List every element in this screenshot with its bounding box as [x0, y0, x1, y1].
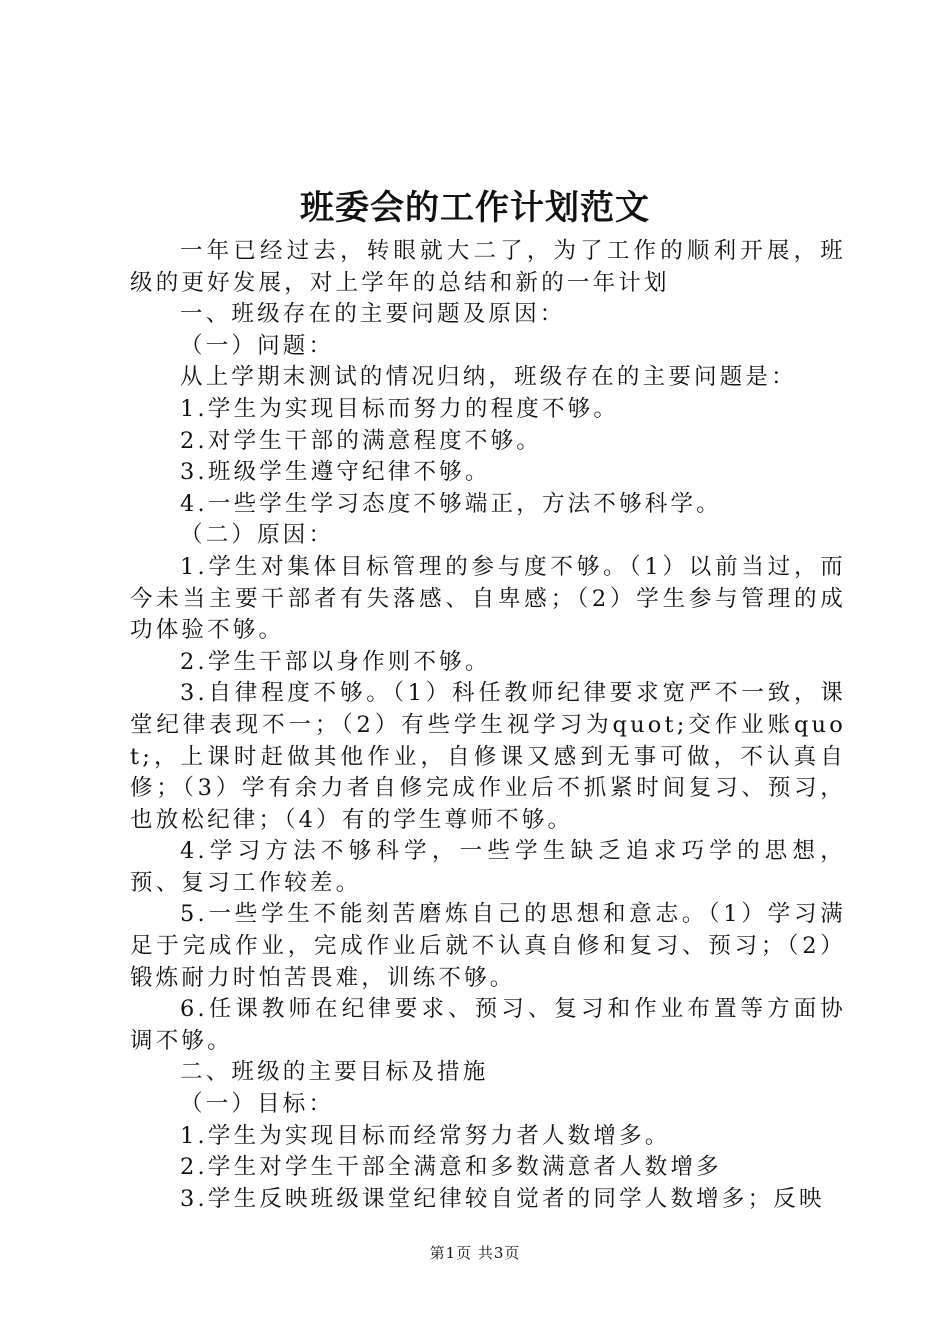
list-item-cause-1: 1.学生对集体目标管理的参与度不够。（1）以前当过，而今未当主要干部者有失落感、自卑感；（2）学生参与管理的成功体验不够。 [130, 553, 846, 644]
list-item-cause-4: 4.学习方法不够科学，一些学生缺乏追求巧学的思想，预、复习工作较差。 [130, 838, 846, 896]
list-item-goal-1: 1.学生为实现目标而经常努力者人数增多。 [180, 1122, 671, 1149]
document-title: 班委会的工作计划范文 [300, 188, 650, 228]
list-item-goal-2: 2.学生对学生干部全满意和多数满意者人数增多 [180, 1154, 722, 1181]
list-item-goal-3: 3.学生反映班级课堂纪律较自觉者的同学人数增多；反映 [180, 1185, 825, 1212]
list-item-problem-1: 1.学生为实现目标而努力的程度不够。 [180, 395, 620, 422]
heading-goals: （一）目标： [180, 1091, 335, 1118]
document-body [130, 236, 846, 1215]
list-item-problem-3: 3.班级学生遵守纪律不够。 [180, 459, 491, 486]
list-item-problem-4: 4.一些学生学习态度不够端正，方法不够科学。 [180, 490, 722, 517]
heading-section-2: 二、班级的主要目标及措施 [180, 1059, 489, 1086]
list-item-cause-2: 2.学生干部以身作则不够。 [180, 648, 491, 675]
paragraph-intro: 一年已经过去，转眼就大二了，为了工作的顺利开展，班级的更好发展，对上学年的总结和新的一年计划 [130, 238, 846, 296]
list-item-problem-2: 2.对学生干部的满意程度不够。 [180, 427, 542, 454]
paragraph-problems-intro: 从上学期末测试的情况归纳，班级存在的主要问题是： [180, 364, 797, 391]
heading-causes: （二）原因： [180, 522, 335, 549]
page-number-footer: 第1页 共3页 [429, 1244, 521, 1262]
heading-section-1: 一、班级存在的主要问题及原因： [180, 301, 566, 328]
heading-problems: （一）问题： [180, 332, 335, 359]
list-item-cause-5: 5.一些学生不能刻苦磨炼自己的思想和意志。（1）学习满足于完成作业，完成作业后就不认真自修和复习、预习；（2）锻炼耐力时怕苦畏难，训练不够。 [130, 901, 846, 991]
list-item-cause-6: 6.任课教师在纪律要求、预习、复习和作业布置等方面协调不够。 [130, 996, 846, 1054]
list-item-cause-3: 3.自律程度不够。（1）科任教师纪律要求宽严不一致，课堂纪律表现不一；（2）有些学生视学习为quot;交作业账quot;，上课时赶做其他作业，自修课又感到无事可做，不认真自修；（3）学有余力者自修完成作业后不抓紧时间复习、预习，也放松纪律；（4）有的学生尊师不够。 [130, 680, 846, 833]
